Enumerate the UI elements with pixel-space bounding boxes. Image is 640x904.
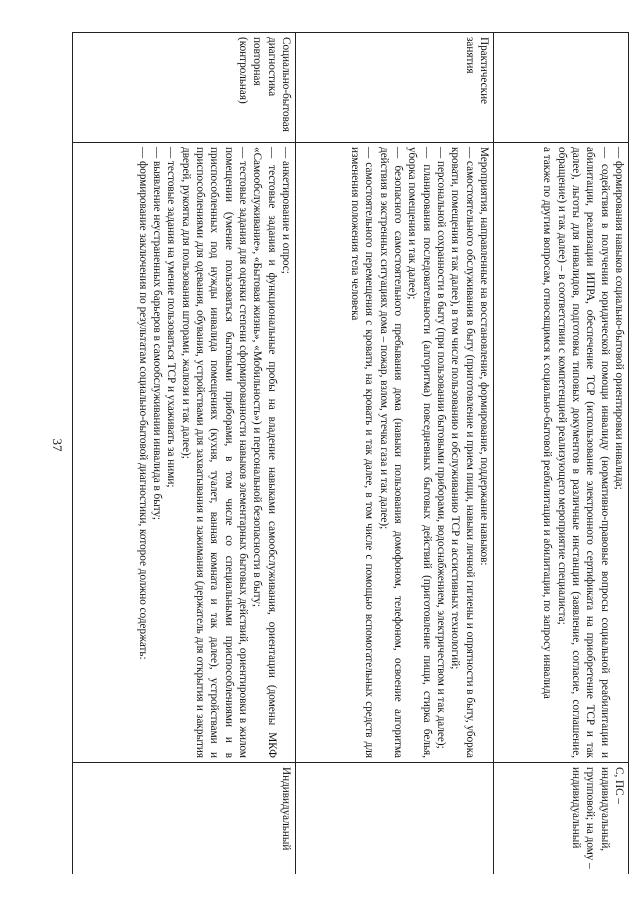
- form-cell: [296, 763, 494, 875]
- content-line: — тестовые задания и функциональные пробы на владение навыками самообслуживания, ориентации (домены МКФ «Самообслуживание», «Бытовая жизнь», «Мобильность») и персональной безопасности в быту;: [251, 147, 278, 758]
- content-line: — анкетирование и опрос;: [280, 147, 292, 274]
- content-line: а также по другим вопросам, относящимся к социально-бытовой реабилитации и абилитации, по запросу инвалида: [541, 147, 554, 699]
- content-line: — выявление неустраненных барьеров в самообслуживании инвалида в быту;: [151, 147, 164, 521]
- content-line: — тестовые задания на умение пользоваться ТСР и ухаживать за ними;: [165, 147, 178, 488]
- content-line: — формирования навыков социально-бытовой ориентировки инвалида;: [613, 147, 625, 490]
- content-line: Мероприятия, направленные на восстановление, формирование, поддержание навыков:: [478, 147, 490, 566]
- content-line: — самостоятельного перемещения с кровати, на кровать и так далее, в том числе с помощью вспомогательных средств для изменения положения тела человека: [349, 147, 376, 758]
- rotated-page: [72, 32, 629, 874]
- table-row: [296, 33, 494, 875]
- form-text: С, ПС – индивидуальный, групповой; на дому – индивидуальный: [570, 767, 625, 869]
- content-line: — содействия в получении юридической помощи инвалиду (нормативно-правовые вопросы социальной реабилитации и абилитации, реализации ИПРА, обеспечение ТСР (использование электронного сертификата на приобретение ТСР и так далее), льготы для инвалидов, подготовка типовых документов в различные инстанции (заявление, согласие, соглашение, обращение) и так далее) – в соответствии с компетенцией реализующего мероприятие специалиста;: [555, 147, 611, 758]
- rotated-table-container: [72, 32, 629, 874]
- activity-content-cell: [296, 143, 494, 763]
- content-line: — безопасного самостоятельного пребывания дома (навыки пользования домофоном, телефоном, освоение алгоритма действия в экстренных ситуациях дома – пожар, взлом, утечка газа и так далее);: [377, 147, 405, 758]
- form-cell: [494, 763, 629, 875]
- form-cell: [73, 763, 296, 875]
- activity-content-cell: [73, 143, 296, 763]
- activity-content-cell: [494, 143, 629, 763]
- content-line: — персональной сохранности в быту (при пользовании бытовыми приборами, водоснабжением, электричеством и так далее);: [435, 147, 448, 749]
- content-line: — тестовые задания для оценки степени сформированности навыков элементарных бытовых действий, ориентировки в жилом помещении (умение пользоваться бытовыми приборами, в том числе со специальными приспособлениями и в приспособленных под нужды инвалида помещениях (кухня, туалет, ванная комната и так далее), устройствами и приспособлениями для одевания, обувания, устройствами для захватывания и зажимания (держатель для открытия и закрытия дверей, рукоятка для пользования шторами, жалюзи и так далее);: [179, 147, 250, 758]
- activity-name-cell: [494, 33, 629, 143]
- page-number: 37: [50, 438, 65, 452]
- table-row: [494, 33, 629, 875]
- table-row: [73, 33, 296, 875]
- table-body: [73, 33, 629, 875]
- content-line: — самостоятельного обслуживания в быту (приготовление и прием пищи, навыки личной гигиены и опрятности в быту, уборка кровати, помещения и так далее), в том числе пользованию и обслуживанию ТСР и ассистивных технологий;: [449, 147, 476, 758]
- form-text: Индивидуальный: [280, 767, 292, 851]
- activity-name-cell: [73, 33, 296, 143]
- activity-name: Социально-бытовая диагностика повторная (контрольная): [237, 37, 292, 132]
- content-line: — планирования последовательности (алгоритма) повседневных бытовых действий (приготовление пищи, стирка белья, уборка помещения и так далее);: [406, 147, 433, 758]
- program-table: [72, 32, 629, 874]
- activity-name: Практические занятия: [463, 37, 490, 105]
- content-line: — формирование заключения по результатам социально-бытовой диагностики, которое должно содержать:: [136, 147, 149, 660]
- activity-name-cell: [296, 33, 494, 143]
